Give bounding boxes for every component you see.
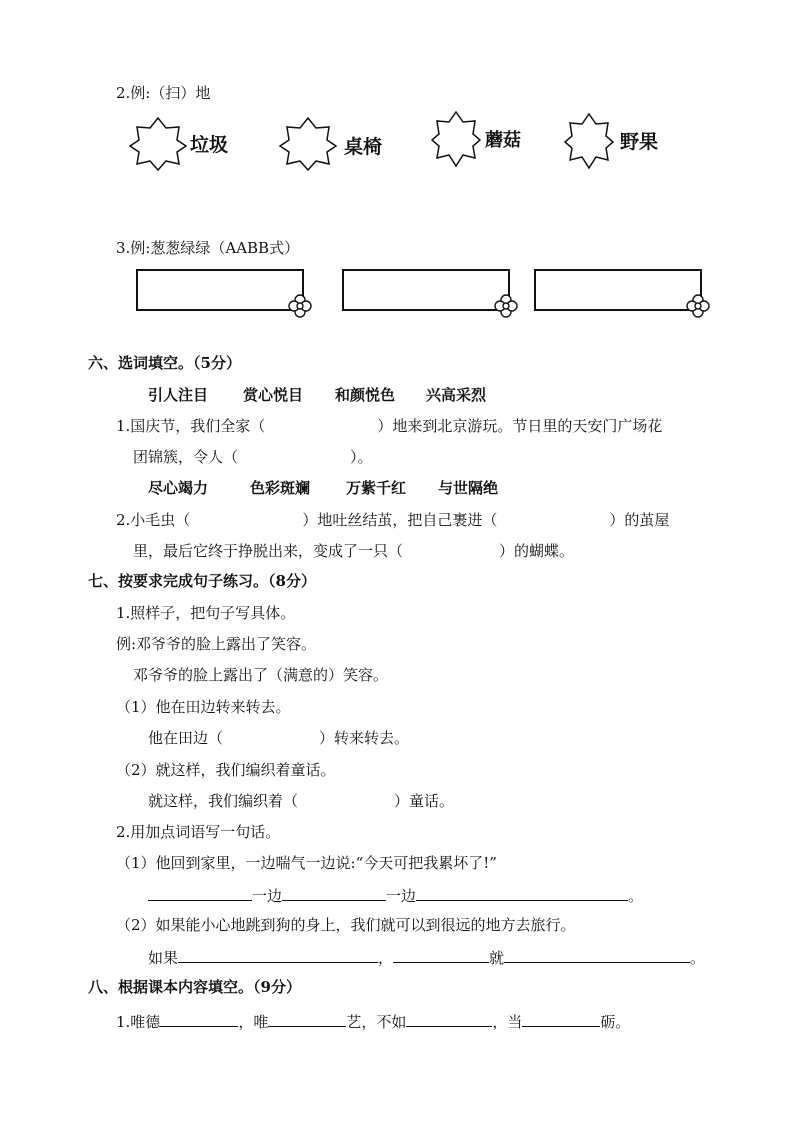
text: ）地吐丝结茧，把自己裹进（ xyxy=(302,511,498,529)
text: 2.小毛虫（ xyxy=(116,511,191,529)
s7-item-1-answer xyxy=(148,728,409,748)
s6-q1-line2 xyxy=(133,447,373,467)
word-option: 和颜悦色 xyxy=(335,386,396,404)
s8-item-1 xyxy=(116,1010,630,1032)
underline-blank[interactable] xyxy=(282,884,386,901)
text: 1.国庆节，我们全家（ xyxy=(116,417,266,435)
s7-item-2-answer xyxy=(148,791,454,811)
underline-blank[interactable] xyxy=(148,884,252,901)
q2-word-3: 蘑菇 xyxy=(485,130,521,151)
star-frame-4-icon xyxy=(563,112,615,170)
s7-j1-answer xyxy=(148,884,643,906)
text: 艺，不如 xyxy=(346,1013,407,1031)
word-option: 万紫千红 xyxy=(346,479,407,497)
text: ）童话。 xyxy=(394,792,455,810)
text: ，唯 xyxy=(238,1013,269,1031)
knot-ornament-icon xyxy=(288,294,312,318)
s7-item-2: （2）就这样，我们编织着童话。 xyxy=(116,761,336,779)
word-option: 兴高采烈 xyxy=(426,386,487,404)
underline-blank[interactable] xyxy=(416,884,628,901)
q2-example: 2.例:（扫）地 xyxy=(116,84,211,102)
text: 就这样，我们编织着（ xyxy=(148,792,299,810)
s6-q2-line1 xyxy=(116,510,669,530)
word-option: 赏心悦目 xyxy=(243,386,304,404)
text: 团锦簇，令人（ xyxy=(133,448,239,466)
s7-item-1: （1）他在田边转来转去。 xyxy=(116,698,291,716)
underline-blank[interactable] xyxy=(160,1010,238,1027)
text: ，当 xyxy=(492,1013,523,1031)
section-7-heading: 七、按要求完成句子练习。（8分） xyxy=(88,572,316,590)
text: ）的茧屋 xyxy=(609,511,670,529)
q2-word-4: 野果 xyxy=(620,131,659,153)
text: ）。 xyxy=(350,448,373,466)
text: 如果 xyxy=(148,949,179,967)
word-option: 与世隔绝 xyxy=(438,479,499,497)
s7-j2-answer xyxy=(148,946,705,968)
text: 就 xyxy=(489,949,505,967)
star-frame-1-icon xyxy=(128,116,188,172)
text: 他在田边（ xyxy=(148,729,224,747)
answer-box-2[interactable] xyxy=(342,269,510,311)
s6-q2-line2 xyxy=(133,541,574,561)
q2-word-2: 桌椅 xyxy=(344,136,383,158)
underline-blank[interactable] xyxy=(406,1010,492,1027)
word-option: 色彩斑斓 xyxy=(250,479,311,497)
text: 里，最后它终于挣脱出来，变成了一只（ xyxy=(133,542,404,560)
underline-blank[interactable] xyxy=(268,1010,346,1027)
text: 一边 xyxy=(252,887,283,905)
text: 砺。 xyxy=(600,1013,631,1031)
star-frame-2-icon xyxy=(278,116,338,172)
word-option: 尽心竭力 xyxy=(148,479,209,497)
underline-blank[interactable] xyxy=(393,946,489,963)
underline-blank[interactable] xyxy=(522,1010,600,1027)
text: ）的蝴蝶。 xyxy=(499,542,575,560)
underline-blank[interactable] xyxy=(504,946,690,963)
text: ）转来转去。 xyxy=(319,729,410,747)
s7-q1: 1.照样子，把句子写具体。 xyxy=(116,604,296,622)
answer-box-1[interactable] xyxy=(136,269,304,311)
s6-q1-line1 xyxy=(116,416,662,436)
knot-ornament-icon xyxy=(686,294,710,318)
s7-example: 例:邓爷爷的脸上露出了笑容。 xyxy=(116,635,317,653)
knot-ornament-icon xyxy=(494,294,518,318)
text: 。 xyxy=(690,949,706,967)
s7-j2: （2）如果能小心地跳到狗的身上，我们就可以到很远的地方去旅行。 xyxy=(116,916,576,934)
underline-blank[interactable] xyxy=(178,946,378,963)
text: 。 xyxy=(628,887,644,905)
s7-q2: 2.用加点词语写一句话。 xyxy=(116,823,281,841)
s7-j1: （1）他回到家里，一边喘气一边说:“今天可把我累坏了!” xyxy=(116,854,497,872)
q2-word-1: 垃圾 xyxy=(190,134,229,156)
star-frame-3-icon xyxy=(430,110,482,168)
s7-example-answer: 邓爷爷的脸上露出了（满意的）笑容。 xyxy=(133,666,389,684)
section-8-heading: 八、根据课本内容填空。（9分） xyxy=(88,978,301,996)
text: 1.唯德 xyxy=(116,1013,161,1031)
text: ）地来到北京游玩。节日里的天安门广场花 xyxy=(377,417,663,435)
text: ， xyxy=(378,949,394,967)
section-6-heading: 六、选词填空。（5分） xyxy=(88,354,241,372)
word-option: 引人注目 xyxy=(148,386,209,404)
q3-example: 3.例:葱葱绿绿（AABB式） xyxy=(116,239,300,257)
text: 一边 xyxy=(386,887,417,905)
answer-box-3[interactable] xyxy=(534,269,702,311)
